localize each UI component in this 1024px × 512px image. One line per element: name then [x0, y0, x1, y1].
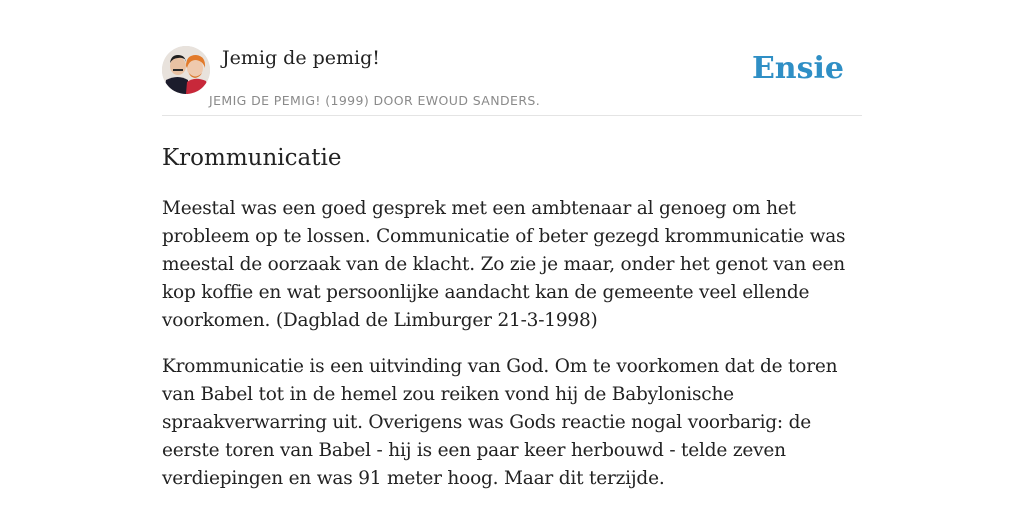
- entry-body: [162, 195, 862, 493]
- book-cover-avatar-icon[interactable]: [162, 46, 210, 94]
- brand-logo[interactable]: Ensie: [751, 51, 844, 86]
- book-title[interactable]: Jemig de pemig!: [222, 47, 380, 69]
- entry-paragraph: Meestal was een goed gesprek met een ambtenaar al genoeg om het probleem op te lossen. Communicatie of beter gezegd krommunicatie was meestal de oorzaak van de klacht. Zo zie je maar, onder het genot van een kop koffie en wat persoonlijke aandacht kan de gemeente veel ellende voorkomen. (Dagblad de Limburger 21-3-1998): [162, 198, 846, 331]
- page: [162, 0, 862, 511]
- book-byline: JEMIG DE PEMIG! (1999) DOOR EWOUD SANDERS.: [209, 93, 541, 108]
- header: [162, 0, 862, 116]
- entry-paragraph: Krommunicatie is een uitvinding van God. Om te voorkomen dat de toren van Babel tot in de hemel zou reiken vond hij de Babylonische spraakverwarring uit. Overigens was Gods reactie nogal voorbarig: de eerste toren van Babel - hij is een paar keer herbouwd - telde zeven verdiepingen en was 91 meter hoog. Maar dit terzijde.: [162, 356, 838, 489]
- entry-title: Krommunicatie: [162, 145, 342, 171]
